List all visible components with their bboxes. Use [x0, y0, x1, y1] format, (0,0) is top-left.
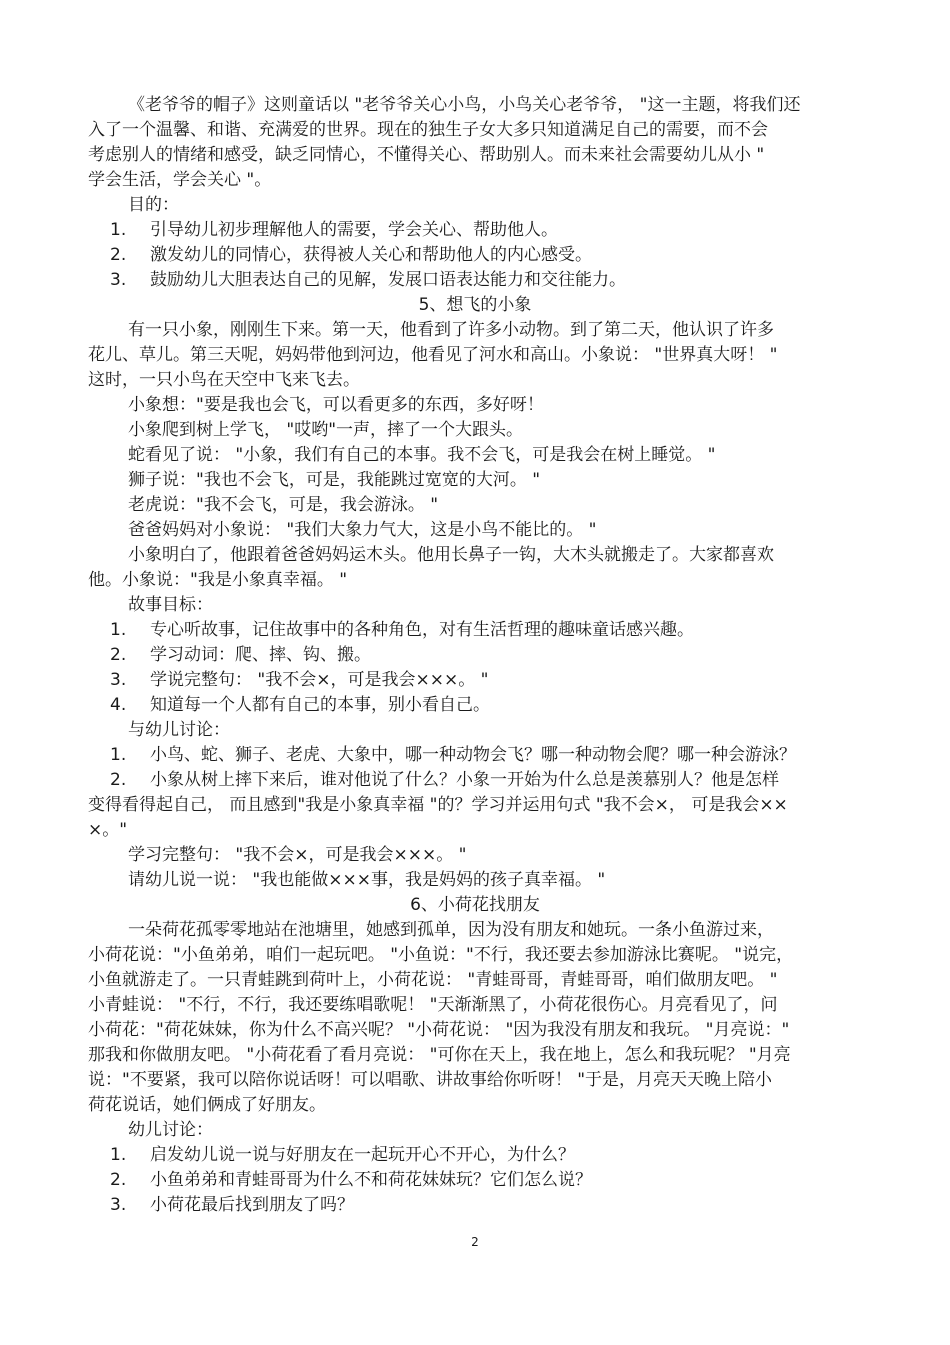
list-item: 小鱼弟弟和青蛙哥哥为什么不和荷花妹妹玩？它们怎么说？: [150, 1170, 592, 1190]
story-line: ×。": [88, 820, 128, 840]
story-line: 变得看得起自己， 而且感到"我是小象真幸福 "的？学习并运用句式 "我不会×， 可是我会××: [88, 795, 788, 815]
list-item: 鼓励幼儿大胆表达自己的见解，发展口语表达能力和交往能力。: [150, 270, 626, 290]
list-item: 学习动词：爬、摔、钩、搬。: [150, 645, 371, 665]
list-item: 引导幼儿初步理解他人的需要，学会关心、帮助他人。: [150, 220, 558, 240]
story-line: 爸爸妈妈对小象说： "我们大象力气大，这是小鸟不能比的。 ": [128, 520, 597, 540]
list-number: 3.: [110, 670, 127, 690]
story-line: 那我和你做朋友吧。 "小荷花看了看月亮说： "可你在天上，我在地上，怎么和我玩呢？ "月亮: [88, 1045, 791, 1065]
story-line: 小鱼就游走了。一只青蛙跳到荷叶上，小荷花说： "青蛙哥哥，青蛙哥哥，咱们做朋友吧。 ": [88, 970, 778, 990]
story-line: 花儿、草儿。第三天呢，妈妈带他到河边，他看见了河水和高山。小象说： "世界真大呀！ ": [88, 345, 778, 365]
list-number: 2.: [110, 245, 127, 265]
list-number: 4.: [110, 695, 127, 715]
story-line: 蛇看见了说： "小象，我们有自己的本事。我不会飞，可是我会在树上睡觉。 ": [128, 445, 716, 465]
section-title: 5、想飞的小象: [418, 295, 532, 315]
list-number: 2.: [110, 1170, 127, 1190]
story-line: 一朵荷花孤零零地站在池塘里，她感到孤单，因为没有朋友和她玩。一条小鱼游过来，: [128, 920, 774, 940]
story-line: 学习完整句： "我不会×，可是我会×××。 ": [128, 845, 467, 865]
list-number: 1.: [110, 620, 127, 640]
list-item: 小荷花最后找到朋友了吗？: [150, 1195, 354, 1215]
list-item: 激发幼儿的同情心，获得被人关心和帮助他人的内心感受。: [150, 245, 592, 265]
intro-line: 学会生活，学会关心 "。: [88, 170, 272, 190]
discussion-label: 幼儿讨论：: [128, 1120, 213, 1140]
story-line: 小象想："要是我也会飞，可以看更多的东西，多好呀！: [128, 395, 544, 415]
story-line: 请幼儿说一说： "我也能做×××事，我是妈妈的孩子真幸福。 ": [128, 870, 606, 890]
list-item: 小鸟、蛇、狮子、老虎、大象中，哪一种动物会飞？哪一种动物会爬？哪一种会游泳？: [150, 745, 796, 765]
story-line: 说："不要紧，我可以陪你说话呀！可以唱歌、讲故事给你听呀！ "于是，月亮天天晚上陪小: [88, 1070, 773, 1090]
story-line: 小青蛙说： "不行，不行，我还要练唱歌呢！ "天渐渐黑了，小荷花很伤心。月亮看见了，问: [88, 995, 778, 1015]
story-line: 小象明白了，他跟着爸爸妈妈运木头。他用长鼻子一钩，大木头就搬走了。大家都喜欢: [128, 545, 774, 565]
intro-line: 《老爷爷的帽子》这则童话以 "老爷爷关心小鸟，小鸟关心老爷爷， "这一主题，将我们还: [128, 95, 801, 115]
list-item: 学说完整句： "我不会×，可是我会×××。 ": [150, 670, 489, 690]
intro-line: 入了一个温馨、和谐、充满爱的世界。现在的独生子女大多只知道满足自己的需要，而不会: [88, 120, 768, 140]
intro-line: 考虑别人的情绪和感受，缺乏同情心，不懂得关心、帮助别人。而未来社会需要幼儿从小 ": [88, 145, 765, 165]
goal-label: 故事目标：: [128, 595, 213, 615]
story-line: 小荷花："荷花妹妹，你为什么不高兴呢？ "小荷花说： "因为我没有朋友和我玩。 "月亮说：": [88, 1020, 790, 1040]
story-line: 这时，一只小鸟在天空中飞来飞去。: [88, 370, 360, 390]
list-item: 启发幼儿说一说与好朋友在一起玩开心不开心，为什么？: [150, 1145, 575, 1165]
story-line: 荷花说话，她们俩成了好朋友。: [88, 1095, 326, 1115]
list-item: 知道每一个人都有自己的本事，别小看自己。: [150, 695, 490, 715]
goal-label: 目的：: [128, 195, 179, 215]
story-line: 老虎说："我不会飞，可是，我会游泳。 ": [128, 495, 439, 515]
list-number: 1.: [110, 1145, 127, 1165]
list-number: 1.: [110, 745, 127, 765]
list-number: 1.: [110, 220, 127, 240]
list-number: 2.: [110, 645, 127, 665]
list-number: 3.: [110, 1195, 127, 1215]
story-line: 小荷花说："小鱼弟弟，咱们一起玩吧。 "小鱼说："不行，我还要去参加游泳比赛呢。 "说完，: [88, 945, 794, 965]
section-title: 6、小荷花找朋友: [410, 895, 540, 915]
story-line: 有一只小象，刚刚生下来。第一天，他看到了许多小动物。到了第二天，他认识了许多: [128, 320, 774, 340]
page-number: 2: [471, 1235, 479, 1249]
story-line: 狮子说："我也不会飞，可是，我能跳过宽宽的大河。 ": [128, 470, 541, 490]
story-line: 他。小象说："我是小象真幸福。 ": [88, 570, 348, 590]
discussion-label: 与幼儿讨论：: [128, 720, 230, 740]
list-item: 小象从树上摔下来后，谁对他说了什么？小象一开始为什么总是羡慕别人？他是怎样: [150, 770, 779, 790]
list-number: 3.: [110, 270, 127, 290]
story-line: 小象爬到树上学飞， "哎哟"一声，摔了一个大跟头。: [128, 420, 524, 440]
list-number: 2.: [110, 770, 127, 790]
list-item: 专心听故事，记住故事中的各种角色，对有生活哲理的趣味童话感兴趣。: [150, 620, 694, 640]
